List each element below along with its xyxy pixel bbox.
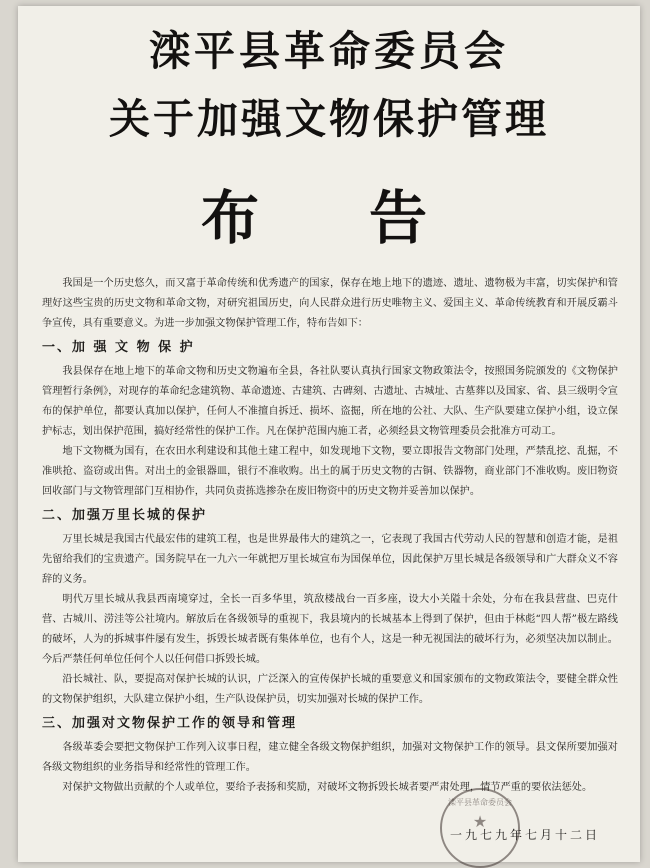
- issue-date: 一九七九年七月十二日: [449, 828, 600, 842]
- issuer-title: 滦平县革命委员会: [149, 27, 509, 75]
- section-2-heading: 二、加强万里长城的保护: [42, 508, 208, 523]
- section-3-paragraph: 对保护文物做出贡献的个人或单位，要给予表扬和奖励，对破坏文物拆毁长城者要严肃处理，情节严重的要依法惩处。: [62, 782, 593, 793]
- seal-text: 滦平县革命委员会: [448, 798, 512, 807]
- seal-star-icon: ★: [472, 812, 488, 831]
- section-2-paragraph: 明代万里长城从我县西南境穿过，全长一百多华里，筑敌楼战台一百多座，设大小关隘十余处，分布在我县营盘、巴克什营、古城川、涝洼等公社境内。解放后在各级领导的重视下，我县境内的长城基本上得到了保护，但由于林彪“四人帮”极左路线的破坏，人为的拆城事件屡有发生，拆毁长城者既有集体单位，也有个人，这是一种无视国法的破坏行为，必须坚决加以制止。今后严禁任何单位任何个人以任何借口拆毁长城。: [42, 594, 618, 665]
- section-1-paragraph: 地下文物概为国有，在农田水利建设和其他土建工程中，如发现地下文物，要立即报告文物部门处理，严禁乱挖、乱掘，不准哄抢、盗窃或出售。对出土的金银器皿，银行不准收购。出土的属于历史文物的古铜、铁器物，商业部门不准收购。废旧物资回收部门与文物管理部门互相协作，共同负责拣选掺杂在废旧物资中的历史文物并妥善加以保护。: [42, 446, 618, 497]
- notice-sheet: [18, 6, 640, 862]
- section-2-paragraph: 万里长城是我国古代最宏伟的建筑工程，也是世界最伟大的建筑之一，它表现了我国古代劳动人民的智慧和创造才能，是祖先留给我们的宝贵遗产。国务院早在一九六一年就把万里长城宣布为国保单位，因此保护万里长城是各级领导和广大群众义不容辞的义务。: [42, 534, 618, 585]
- notice-body: [42, 274, 618, 798]
- section-1-heading: 一、加 强 文 物 保 护: [42, 340, 195, 355]
- notice-title: 布告: [200, 184, 537, 252]
- intro-paragraph: 我国是一个历史悠久，而又富于革命传统和优秀遗产的国家，保存在地上地下的遗迹、遗址、遗物极为丰富，切实保护和管理好这些宝贵的历史文物和革命文物，对研究祖国历史，向人民群众进行历史唯物主义、爱国主义、革命传统教育和开展反霸斗争宣传，具有重要意义。为进一步加强文物保护管理工作，特布告如下：: [42, 278, 618, 329]
- subject-title: 关于加强文物保护管理: [109, 95, 549, 143]
- section-2-paragraph: 沿长城社、队，要提高对保护长城的认识，广泛深入的宣传保护长城的重要意义和国家颁布的文物政策法令，要健全群众性的文物保护组织，大队建立保护小组，生产队设保护员，切实加强对长城的保护工作。: [42, 674, 618, 705]
- section-3-paragraph: 各级革委会要把文物保护工作列入议事日程，建立健全各级文物保护组织，加强对文物保护工作的领导。县文保所要加强对各级文物组织的业务指导和经常性的管理工作。: [42, 742, 618, 773]
- section-3-heading: 三、加强对文物保护工作的领导和管理: [42, 716, 298, 731]
- section-1-paragraph: 我县保存在地上地下的革命文物和历史文物遍布全县，各社队要认真执行国家文物政策法令，按照国务院颁发的《文物保护管理暂行条例》，对现存的革命纪念建筑物、革命遗迹、古建筑、古碑刻、古遗址、古城址、古墓葬以及国家、省、县三级明令宣布的保护单位，都要认真加以保护，任何人不准擅自拆迁、损坏、盗掘，所在地的公社、大队、生产队要建立保护小组，设立保护标志，划出保护范围，搞好经常性的保护工作。凡在保护范围内施工者，必须经县文物管理委员会批准方可动工。: [42, 366, 618, 437]
